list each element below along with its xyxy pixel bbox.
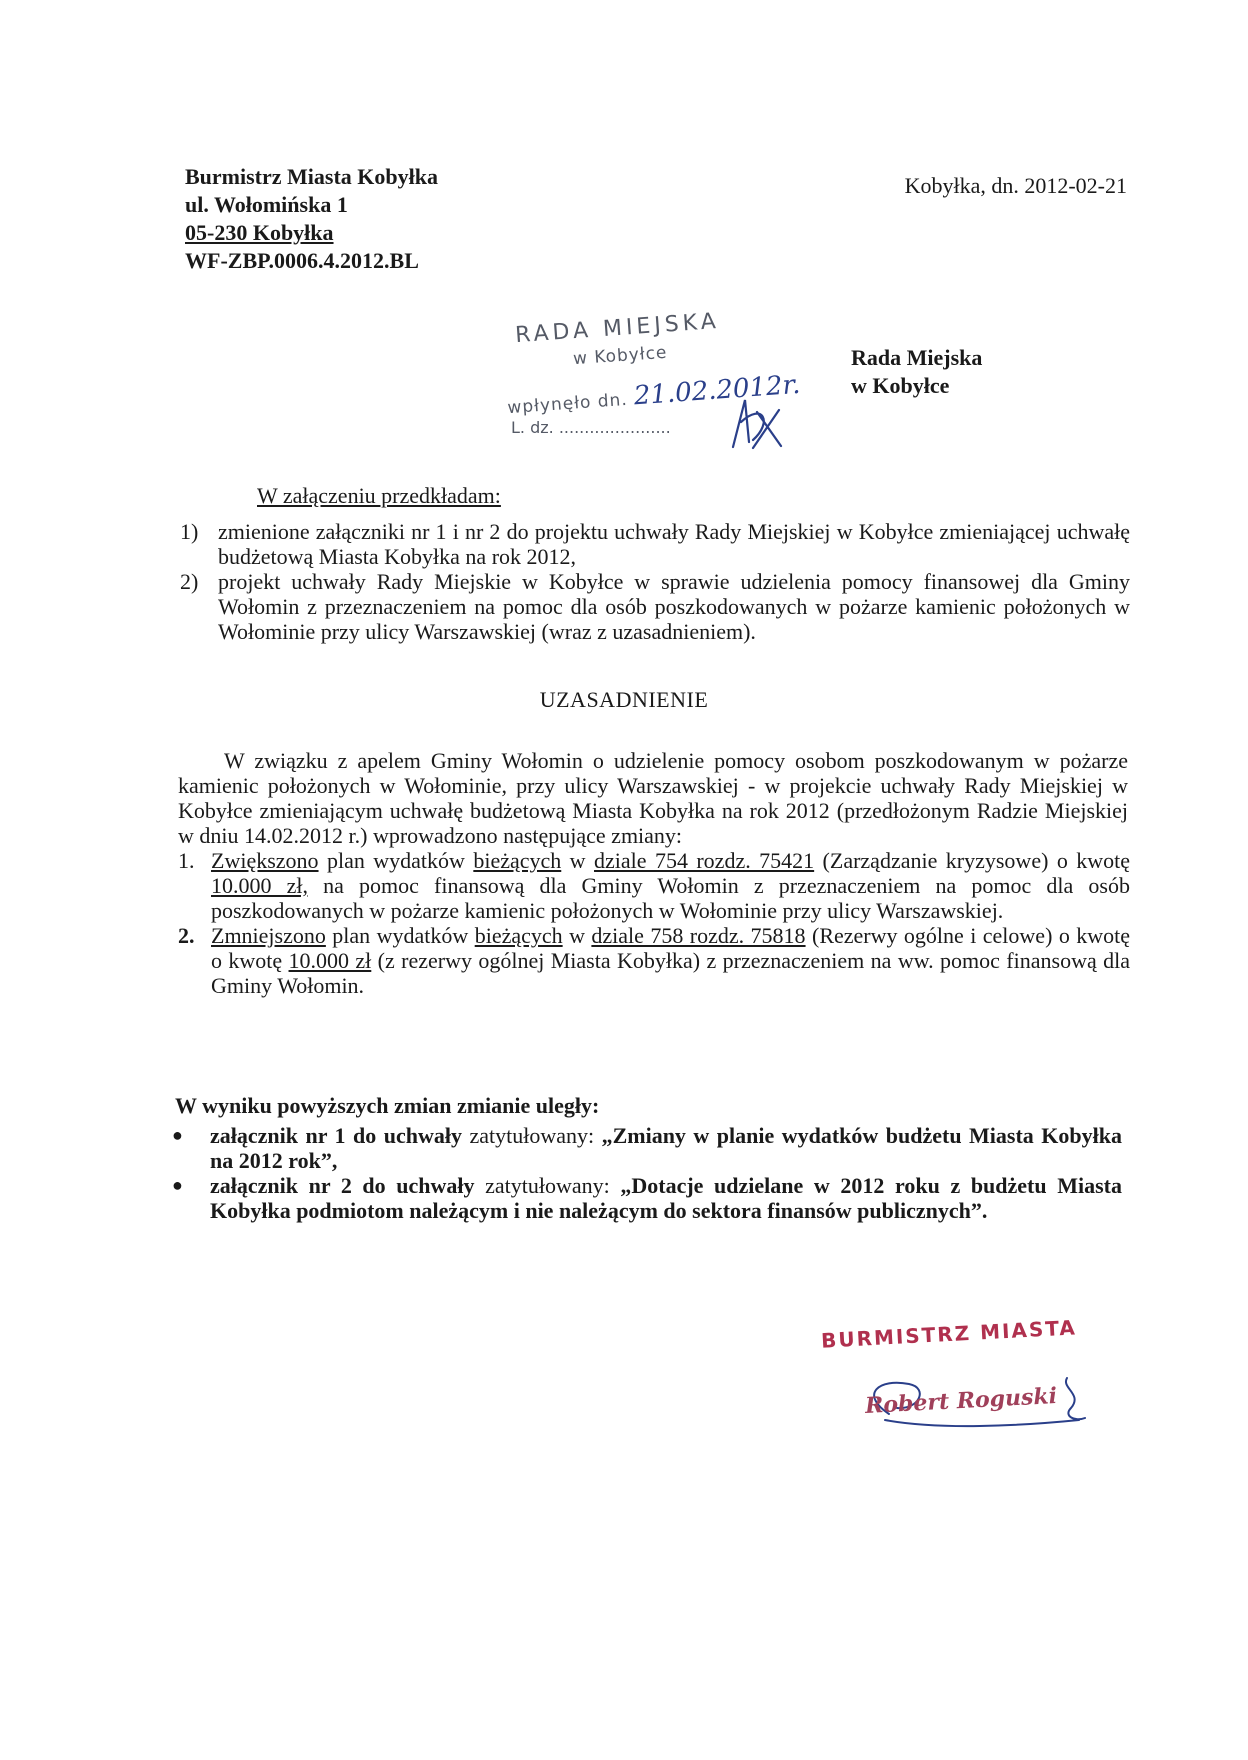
list-item-text: zmienione załączniki nr 1 i nr 2 do projektu uchwały Rady Miejskiej w Kobyłce zmieniającej uchwałę budżetową Miasta Kobyłka na rok 2012, xyxy=(218,519,1130,569)
received-label: wpłynęło dn. xyxy=(506,389,629,419)
list-item xyxy=(178,923,1130,998)
list-item-text: załącznik nr 2 do uchwały zatytułowany: „Dotacje udzielane w 2012 roku z budżetu Miasta Kobyłka podmiotom należącym i nie należącym do sektora finansów publicznych”. xyxy=(210,1173,1122,1223)
list-item-text: załącznik nr 1 do uchwały zatytułowany: „Zmiany w planie wydatków budżetu Miasta Kobyłka na 2012 rok”, xyxy=(210,1123,1122,1173)
list-item xyxy=(172,1123,1122,1173)
received-stamp xyxy=(505,308,805,446)
list-item xyxy=(180,569,1130,644)
sender-name: Burmistrz Miasta Kobyłka xyxy=(185,164,438,189)
recipient-block xyxy=(851,344,982,400)
list-item-number: 1) xyxy=(180,519,199,544)
justification-text: W związku z apelem Gminy Wołomin o udzielenie pomocy osobom poszkodowanym w pożarze kamienic położonych w Wołominie, przy ulicy Warszawskiej - w projekcie uchwały Rady Miejskiej w Kobyłce zmieniającym uchwałę budżetową Miasta Kobyłka na rok 2012 (przedłożonym Radzie Miejskiej w dniu 14.02.2012 r.) wprowadzono następujące zmiany: xyxy=(178,748,1128,848)
list-item xyxy=(180,519,1130,569)
sender-postal-city: 05-230 Kobyłka xyxy=(185,220,334,245)
list-item xyxy=(178,848,1130,923)
list-item-number: 1. xyxy=(178,848,195,873)
section-heading: UZASADNIENIE xyxy=(539,687,709,712)
recipient-line1: Rada Miejska xyxy=(851,345,983,370)
bullet-icon: ● xyxy=(172,1125,183,1145)
list-item-text: projekt uchwały Rady Miejskie w Kobyłce w sprawie udzielenia pomocy finansowej dla Gminy Wołomin z przeznaczeniem na pomoc dla osób poszkodowanych w pożarze kamienic położonych w Wołominie przy ulicy Warszawskiej (wraz z uzasadnieniem). xyxy=(218,569,1130,644)
sender-block xyxy=(185,163,438,275)
signature-stamp-title: BURMISTRZ MIASTA xyxy=(820,1315,1078,1353)
bullet-icon: ● xyxy=(172,1175,183,1195)
attachment-list xyxy=(180,519,1130,644)
signature-stamp-name: Robert Roguski xyxy=(864,1382,1058,1420)
list-item-number: 2. xyxy=(178,923,195,948)
received-ref-line: L. dz. ...................... xyxy=(511,418,671,437)
list-item-text: Zwiększono plan wydatków bieżących w dziale 754 rozdz. 75421 (Zarządzanie kryzysowe) o kwotę 10.000 zł, na pomoc finansową dla Gminy Wołomin z przeznaczeniem na pomoc dla osób poszkodowanych w pożarze kamienic położonych w Wołominie przy ulicy Warszawskiej. xyxy=(211,848,1131,923)
received-stamp-title: RADA MIEJSKA xyxy=(514,308,721,349)
signature-stamp xyxy=(815,1312,1115,1442)
sender-street: ul. Wołomińska 1 xyxy=(185,192,348,217)
list-item-number: 2) xyxy=(180,569,199,594)
list-item xyxy=(172,1173,1122,1223)
sender-reference: WF-ZBP.0006.4.2012.BL xyxy=(185,248,419,273)
received-date: 21.02.2012r. xyxy=(632,369,802,412)
intro-text: W załączeniu przedkładam: xyxy=(257,483,501,508)
received-stamp-city: w Kobyłce xyxy=(572,342,669,370)
results-heading: W wyniku powyższych zmian zmianie uległy: xyxy=(175,1093,600,1118)
recipient-line2: w Kobyłce xyxy=(851,373,950,398)
changes-list xyxy=(178,848,1130,998)
justification-paragraph xyxy=(178,748,1128,848)
list-item-text: Zmniejszono plan wydatków bieżących w dziale 758 rozdz. 75818 (Rezerwy ogólne i celowe) o kwotę o kwotę 10.000 zł (z rezerwy ogólnej Miasta Kobyłka) z przeznaczeniem na ww. pomoc finansową dla Gminy Wołomin. xyxy=(211,923,1131,998)
handwritten-initials-icon xyxy=(723,392,783,452)
results-list xyxy=(172,1123,1122,1223)
place-date: Kobyłka, dn. 2012-02-21 xyxy=(904,173,1127,198)
